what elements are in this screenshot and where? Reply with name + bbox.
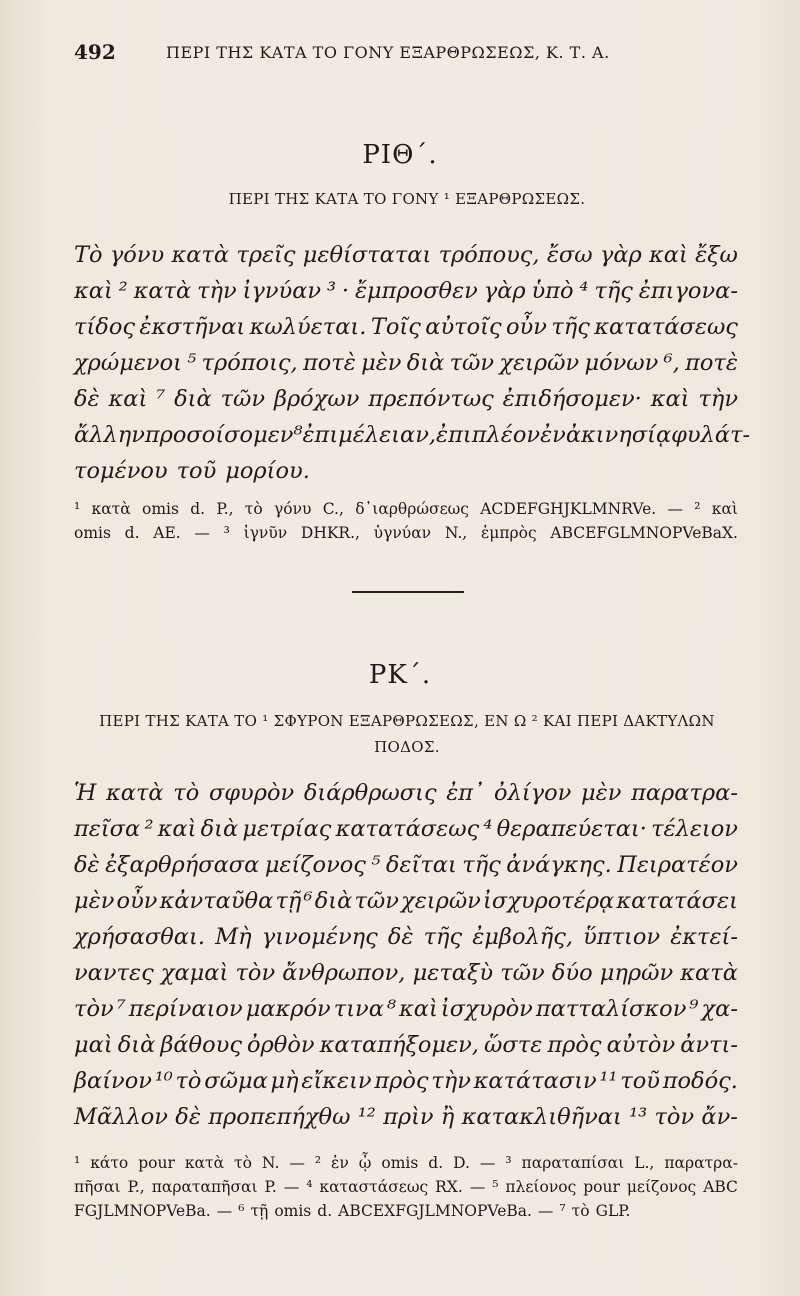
word: παραταπῆσαι [151,1178,258,1196]
word: οὖν [116,888,158,914]
text-line [74,422,751,458]
word: μαὶ [74,1032,113,1058]
word: τῶν [449,350,495,376]
word: διὰ [174,386,212,412]
word: ἐπιγονα- [638,278,738,304]
word: d. [124,524,140,542]
word: παρατρα- [631,780,738,806]
word: μὲν [581,780,622,806]
word: τρόπους, [438,242,540,268]
word: d. [317,1202,333,1220]
word: τινα [333,996,384,1022]
word: καὶ [74,278,113,304]
footnote-line [74,1178,738,1202]
word: ἐξαρθρήσασα [105,852,260,878]
word: AE. [153,524,181,542]
word: μεθίσταται [302,242,432,268]
word: γὰρ [483,278,526,304]
word: P., [127,1178,145,1196]
text-line [74,1068,738,1104]
word: καὶ [399,996,438,1022]
word: τὸν [654,1104,695,1130]
word: κατατάσεως [335,816,480,842]
word: προπεπήχθω [208,1104,351,1130]
word: Μᾶλλον [74,1104,168,1130]
word: πρὶν [383,1104,434,1130]
word: d. [190,500,206,518]
word: ⁷ [156,386,166,412]
word: ³ [505,1154,512,1172]
word: D. [453,1154,470,1172]
word: δὲ [175,1104,201,1130]
word: μείζονος [264,852,366,878]
section-title-120 [74,708,740,760]
word: ἀντι- [680,1032,738,1058]
word: ἐκστῆναι [139,314,246,340]
word: τῶν [500,960,545,986]
word: C., [322,500,344,518]
word: γόνυ [274,500,312,518]
word: — [289,1154,305,1172]
word: ⁸ [386,996,396,1022]
section-title-line: ΠΟΔΟΣ. [374,738,440,756]
text-line [74,924,738,960]
word: φυλάτ- [671,422,751,448]
text-line [74,996,738,1032]
word: ἄλλην [74,422,145,448]
word: δ᾽ιαρθρώσεως [355,500,469,518]
word: ¹³ [629,1104,648,1130]
word: ὑπὸ [531,278,574,304]
word: Τοῖς [370,314,421,340]
word: ἢ [440,1104,455,1130]
word: ⁴ [306,1178,313,1196]
word: ⁸ [293,422,303,448]
word: κατὰ [184,1154,225,1172]
word: ⁵ [492,1178,499,1196]
word: τὸ [234,1154,252,1172]
word: ABCEFGLMNOPVeBaX. [550,524,738,542]
word: μὲν [74,888,115,914]
word: DHKR., [300,524,360,542]
word: ὀρθὸν [247,1032,315,1058]
word: — [667,500,683,518]
word: ⁶ [303,888,313,914]
word: κατὰ [133,278,192,304]
word: μείζονος [626,1178,697,1196]
word: N., [444,524,468,542]
word: κατὰ [680,960,738,986]
word: ποτὲ [685,350,738,376]
word: οὖν [505,314,547,340]
word: ἄν- [701,1104,738,1130]
word: Τὸ [74,242,103,268]
word: ἔμπροσθεν [354,278,478,304]
word: πρὸς [374,1068,429,1094]
word: καὶ [711,500,738,518]
word: πρεπόντως [368,386,494,412]
text-line [74,960,738,996]
word: τὸ [173,780,200,806]
word: δὲ [74,386,100,412]
text-line [74,852,738,888]
word: πῆσαι [74,1178,121,1196]
word: ἰσχυροτέρᾳ [483,888,615,914]
word: βρόχων [273,386,360,412]
word: ⁵ [187,350,197,376]
word: ὥστε [484,1032,543,1058]
word: ² [694,500,701,518]
word: καὶ [650,386,690,412]
word: εἴκειν [301,1068,372,1094]
word: τὴν [431,1068,471,1094]
word: καταστάσεως [319,1178,429,1196]
footnote-line [74,524,738,548]
word: ἐπιπλέον [436,422,541,448]
word: ὕπτιον [583,924,661,950]
word: ἐπιδήσομεν· [502,386,642,412]
word: τῇ [250,1202,269,1220]
word: ⁴ [579,278,589,304]
word: ἀνάγκης. [506,852,612,878]
word: ποδός. [662,1068,738,1094]
word: omis [381,1154,419,1172]
word: χρήσασθαι. [74,924,205,950]
word: δεῖται [385,852,457,878]
word: βάθους [160,1032,242,1058]
word: κατὰ [171,242,230,268]
word: ² [144,816,154,842]
word: ¹² [357,1104,376,1130]
word: περίναιον [128,996,243,1022]
word: πεῖσα [74,816,141,842]
word: ² [118,278,128,304]
word: τοῦ [176,458,217,484]
word: ABC [703,1178,738,1196]
word: ναντες [74,960,154,986]
word: ABCEXFGJLMNOPVeBa. [338,1202,532,1220]
text-line [74,242,738,278]
word: διὰ [314,888,353,914]
word: κατάτασιν [473,1068,597,1094]
word: τῶν [220,386,266,412]
footnote-line [74,1154,738,1178]
word: πατταλίσκον [535,996,687,1022]
word: καὶ [108,386,148,412]
word: ἐπιμέλειαν, [302,422,437,448]
word: γινομένης [261,924,378,950]
word: τὴν [698,386,738,412]
word: ποτὲ [302,350,356,376]
section-title-line: ΠΕΡΙ ΤΗΣ ΚΑΤΑ ΤΟ ¹ ΣΦΥΡΟΝ ΕΞΑΡΘΡΩΣΕΩΣ, ΕΝ Ω ² ΚΑΙ ΠΕΡΙ ΔΑΚΤΥΛΩΝ [99,712,715,730]
word: omis [274,1202,312,1220]
word: τὸ [571,1202,590,1220]
word: L., [634,1154,655,1172]
word: αὐτὸν [606,1032,676,1058]
word: τῇ [275,888,302,914]
text-line [74,780,738,816]
section-divider [352,591,464,593]
word: ὀλίγον [494,780,572,806]
word: κωλύεται. [249,314,367,340]
word: τομένου [74,458,168,484]
word: τὸ [244,500,263,518]
word: d. [428,1154,444,1172]
word: ⁹ [689,996,699,1022]
word: δὲ [74,852,100,878]
word: τρεῖς [236,242,296,268]
word: · [341,278,350,304]
word: ἰγνύαν [242,278,322,304]
word: τὴν [197,278,237,304]
word: ἄνθρωπον, [282,960,406,986]
word: παραταπίσαι [521,1154,625,1172]
text-line [74,1104,738,1140]
word: ἐν [540,422,566,448]
word: ἔσω [546,242,593,268]
word: κατατάσεως [594,314,738,340]
word: — [283,1178,300,1196]
word: καὶ [649,242,688,268]
word: προσοίσομεν [144,422,294,448]
word: τὸν [235,960,276,986]
text-line [74,314,738,350]
word: omis [141,500,179,518]
word: τῆς [551,314,590,340]
word: διὰ [200,816,239,842]
word: GLP. [595,1202,631,1220]
word: διὰ [117,1032,156,1058]
word: omis [74,524,111,542]
word: τῆς [594,278,633,304]
word: τέλειον [651,816,738,842]
word: μακρόν [245,996,331,1022]
word: — [479,1154,496,1172]
word: τοῦ [620,1068,660,1094]
word: τῶν [354,888,399,914]
word: ἰγνῦν [243,524,288,542]
word: καὶ [157,816,197,842]
word: N. [261,1154,280,1172]
word: μὲν [361,350,402,376]
word: χα- [701,996,738,1022]
word: P., [216,500,234,518]
word: δὲ [387,924,414,950]
word: μὴ [270,1068,299,1094]
word: σῶμα [204,1068,268,1094]
section-title-119: ΠΕΡΙ ΤΗΣ ΚΑΤΑ ΤΟ ΓΟΝΥ ¹ ΕΞΑΡΘΡΩΣΕΩΣ. [228,190,586,208]
word: χαμαὶ [160,960,229,986]
word: Πειρατέον [617,852,738,878]
word: τῆς [423,924,463,950]
word: κατακλιθῆναι [461,1104,622,1130]
word: ἔξω [695,242,738,268]
word: μετρίας [242,816,332,842]
word: χρώμενοι [74,350,182,376]
word: μόνων [584,350,659,376]
word: ἐπ᾽ [446,780,485,806]
word: διὰ [406,350,445,376]
word: ᾧ [358,1154,372,1172]
word: δύο [551,960,593,986]
word: ¹⁰ [154,1068,173,1094]
word: ἐν [331,1154,349,1172]
word: ¹ [74,1154,81,1172]
word: μορίου. [225,458,310,484]
word: θεραπεύεται· [496,816,647,842]
word: πρὸς [547,1032,602,1058]
text-line [74,350,738,386]
word: μεταξὺ [412,960,494,986]
word: ⁷ [116,996,126,1022]
word: — [469,1178,486,1196]
word: ⁴ [483,816,493,842]
word: ὑγνύαν [373,524,432,542]
word: ⁶ [238,1202,245,1220]
word: ³ [223,524,230,542]
running-head [74,40,740,70]
word: ἐμπρὸς [480,524,537,542]
word: ² [314,1154,322,1172]
word: τὸν [74,996,114,1022]
word: κατατάσει [616,888,738,914]
word: pour [138,1154,175,1172]
text-line [74,888,738,924]
word: ⁷ [559,1202,566,1220]
word: ³ [326,278,336,304]
word: πλείονος [505,1178,577,1196]
word: ⁵ [371,852,381,878]
word: Ἡ [74,780,97,806]
text-line [74,816,738,852]
word: κἀνταῦθα [159,888,274,914]
word: τὸ [175,1068,202,1094]
page-number: 492 [74,40,116,64]
word: ἀκινησίᾳ [565,422,672,448]
word: FGJLMNOPVeBa. [74,1202,211,1220]
word: Μὴ [215,924,252,950]
word: ⁶, [663,350,680,376]
word: — [216,1202,233,1220]
word: ἰσχυρὸν [440,996,533,1022]
word: κάτο [90,1154,129,1172]
text-line [74,386,738,422]
word: παρατρα- [664,1154,738,1172]
word: — [194,524,210,542]
word: τρόποις, [201,350,298,376]
word: τίδος [74,314,135,340]
text-line [74,1032,738,1068]
word: τῆς [462,852,501,878]
word: — [537,1202,554,1220]
footnote-line [74,500,738,524]
word: ἐκτεί- [670,924,738,950]
running-title: ΠΕΡΙ ΤΗΣ ΚΑΤΑ ΤΟ ΓΟΝΥ ΕΞΑΡΘΡΩΣΕΩΣ, Κ. Τ. Α. [166,43,610,62]
word: αὐτοῖς [425,314,502,340]
word: ἐμβολῆς, [472,924,573,950]
word: κατὰ [91,500,131,518]
word: χειρῶν [401,888,481,914]
footnote-line [74,1202,738,1226]
section-number-120: ΡΚ΄. [368,660,432,690]
text-line [74,458,738,494]
word: RX. [435,1178,463,1196]
word: βαίνον [74,1068,152,1094]
word: P. [264,1178,277,1196]
word: σφυρὸν [208,780,295,806]
word: καταπήξομεν, [319,1032,479,1058]
word: μηρῶν [599,960,674,986]
section-number-119: ΡΙΘ΄. [362,140,438,170]
word: γὰρ [599,242,642,268]
word: χειρῶν [499,350,580,376]
word: ACDEFGHJKLMNRVe. [480,500,657,518]
word: ¹¹ [599,1068,618,1094]
word: διάρθρωσις [303,780,437,806]
word: ¹ [74,500,81,518]
word: γόνυ [109,242,165,268]
text-line [74,278,738,314]
word: κατὰ [106,780,164,806]
word: pour [583,1178,620,1196]
